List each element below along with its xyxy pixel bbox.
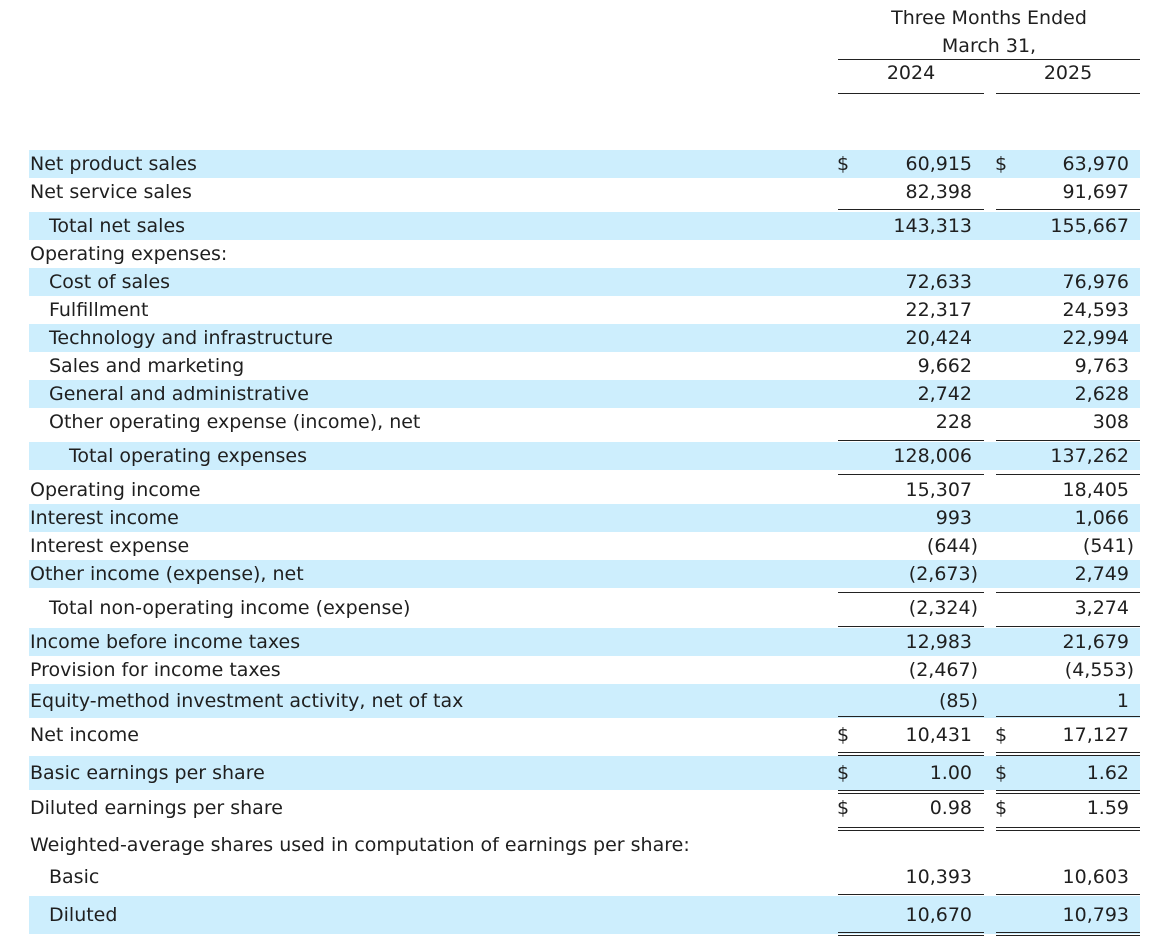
value-2024: 10,431: [905, 724, 972, 746]
row-label: Basic earnings per share: [30, 762, 265, 784]
value-2025: 10,793: [1062, 904, 1129, 926]
period-title: [838, 4, 1140, 60]
value-2024: 1.00: [929, 762, 972, 784]
row-label: Total non-operating income (expense): [49, 597, 411, 619]
value-2025: 91,697: [1062, 181, 1129, 203]
table-row: [29, 442, 1140, 470]
column-rule: [996, 474, 1140, 475]
row-label: Diluted earnings per share: [30, 797, 283, 819]
row-label: Operating income: [30, 479, 201, 501]
value-2025: 3,274: [1074, 597, 1129, 619]
value-2024: (2,467): [908, 659, 978, 681]
currency-2025: $: [995, 153, 1008, 175]
table-row: [29, 408, 1140, 436]
row-label: Equity-method investment activity, net of tax: [30, 690, 464, 712]
value-2024: (644): [926, 535, 978, 557]
column-rule: [996, 592, 1140, 593]
column-rule: [996, 932, 1140, 936]
table-row: [29, 240, 1140, 268]
value-2025: 17,127: [1062, 724, 1129, 746]
table-row: [29, 178, 1140, 206]
row-label: Fulfillment: [49, 299, 149, 321]
value-2024: (2,324): [908, 597, 978, 619]
column-rule: [838, 440, 984, 441]
period-title-line2: March 31,: [941, 35, 1037, 57]
row-label: Net service sales: [30, 181, 192, 203]
column-rule: [838, 474, 984, 475]
value-2025: 155,667: [1050, 215, 1129, 237]
value-2024: 993: [935, 507, 972, 529]
row-label: Net income: [30, 724, 139, 746]
value-2025: 18,405: [1062, 479, 1129, 501]
value-2024: 20,424: [905, 327, 972, 349]
row-label: Operating expenses:: [30, 243, 228, 265]
table-row: [29, 212, 1140, 240]
value-2025: 76,976: [1062, 271, 1129, 293]
column-rule: [838, 592, 984, 593]
row-label: Total net sales: [49, 215, 186, 237]
value-2024: (85): [938, 690, 978, 712]
period-title-line1: Three Months Ended: [891, 7, 1087, 29]
table-row: [29, 352, 1140, 380]
table-row: [29, 718, 1140, 752]
table-row: [29, 628, 1140, 656]
row-label: Sales and marketing: [49, 355, 245, 377]
row-label: Interest income: [30, 507, 179, 529]
year-2025: 2025: [1043, 62, 1093, 84]
table-row: [29, 476, 1140, 504]
table-row: [29, 860, 1140, 894]
year-2024: 2024: [886, 62, 936, 84]
year-2025-rule: [996, 93, 1140, 94]
value-2025: (541): [1082, 535, 1134, 557]
table-row: [29, 268, 1140, 296]
row-label: Other income (expense), net: [30, 563, 304, 585]
currency-2025: $: [995, 762, 1008, 784]
value-2025: 63,970: [1062, 153, 1129, 175]
value-2024: 0.98: [929, 797, 972, 819]
column-rule: [838, 894, 984, 895]
row-label: Diluted: [49, 904, 118, 926]
currency-2024: $: [837, 797, 850, 819]
table-row: [29, 594, 1140, 622]
value-2024: 22,317: [905, 299, 972, 321]
value-2025: 1.59: [1086, 797, 1129, 819]
row-label: Interest expense: [30, 535, 190, 557]
value-2024: 82,398: [905, 181, 972, 203]
column-rule: [996, 626, 1140, 627]
value-2025: 2,628: [1074, 383, 1129, 405]
value-2025: 2,749: [1074, 563, 1129, 585]
row-label: Other operating expense (income), net: [49, 411, 421, 433]
value-2024: (2,673): [908, 563, 978, 585]
value-2025: 1: [1116, 690, 1129, 712]
year-2024-rule: [838, 93, 984, 94]
table-row: [29, 532, 1140, 560]
value-2024: 228: [935, 411, 972, 433]
value-2024: 15,307: [905, 479, 972, 501]
table-row: [29, 560, 1140, 588]
table-row: [29, 792, 1140, 824]
table-row: [29, 504, 1140, 532]
table-row: [29, 324, 1140, 352]
column-rule: [838, 716, 984, 717]
table-row: [29, 150, 1140, 178]
row-label: Cost of sales: [49, 271, 171, 293]
row-label: Technology and infrastructure: [49, 327, 333, 349]
currency-2025: $: [995, 797, 1008, 819]
row-label: Weighted-average shares used in computation of earnings per share:: [30, 834, 690, 856]
column-rule: [996, 716, 1140, 717]
value-2025: (4,553): [1064, 659, 1134, 681]
value-2024: 9,662: [917, 355, 972, 377]
value-2025: 1.62: [1086, 762, 1129, 784]
value-2024: 2,742: [917, 383, 972, 405]
column-rule: [996, 440, 1140, 441]
table-row: [29, 896, 1140, 934]
row-label: Basic: [49, 866, 100, 888]
table-row: [29, 656, 1140, 684]
value-2024: 60,915: [905, 153, 972, 175]
column-rule: [838, 209, 984, 210]
value-2025: 308: [1092, 411, 1129, 433]
value-2024: 10,670: [905, 904, 972, 926]
row-label: Total operating expenses: [69, 445, 307, 467]
value-2024: 12,983: [905, 631, 972, 653]
value-2024: 128,006: [893, 445, 972, 467]
row-label: General and administrative: [49, 383, 309, 405]
value-2025: 1,066: [1074, 507, 1129, 529]
value-2025: 137,262: [1050, 445, 1129, 467]
currency-2025: $: [995, 724, 1008, 746]
table-row: [29, 830, 1140, 860]
value-2024: 143,313: [893, 215, 972, 237]
value-2024: 72,633: [905, 271, 972, 293]
row-label: Net product sales: [30, 153, 197, 175]
value-2025: 10,603: [1062, 866, 1129, 888]
row-label: Provision for income taxes: [30, 659, 281, 681]
value-2025: 9,763: [1074, 355, 1129, 377]
table-row: [29, 380, 1140, 408]
column-rule: [996, 894, 1140, 895]
column-rule: [838, 626, 984, 627]
currency-2024: $: [837, 153, 850, 175]
currency-2024: $: [837, 762, 850, 784]
value-2025: 21,679: [1062, 631, 1129, 653]
row-label: Income before income taxes: [30, 631, 301, 653]
value-2025: 24,593: [1062, 299, 1129, 321]
table-row: [29, 756, 1140, 790]
value-2024: 10,393: [905, 866, 972, 888]
column-rule: [996, 209, 1140, 210]
table-row: [29, 296, 1140, 324]
currency-2024: $: [837, 724, 850, 746]
value-2025: 22,994: [1062, 327, 1129, 349]
table-row: [29, 684, 1140, 718]
column-rule: [838, 932, 984, 936]
